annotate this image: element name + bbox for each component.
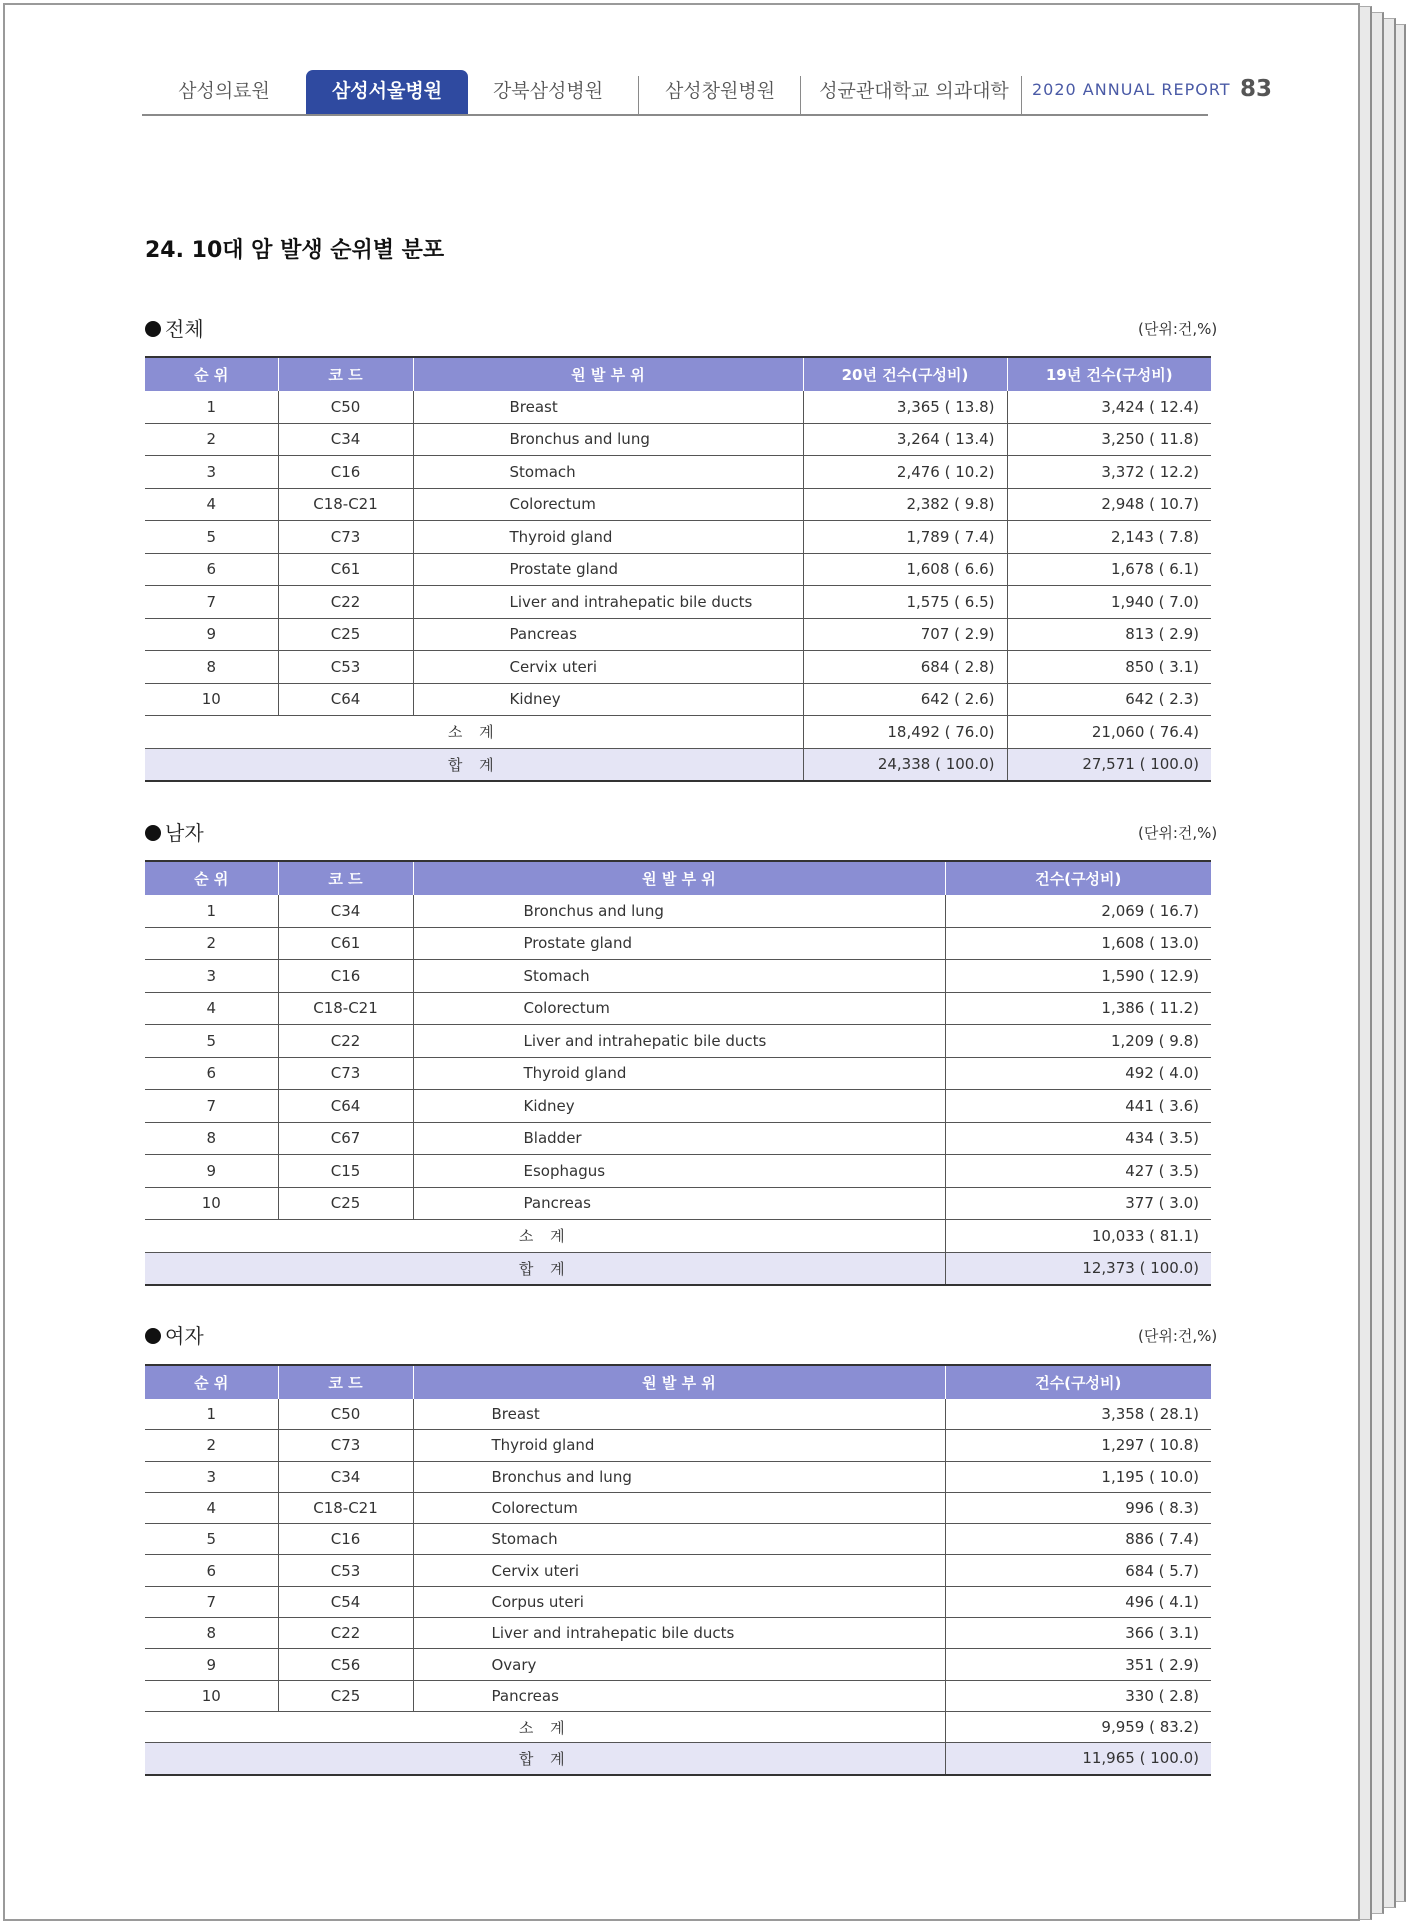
code-cell: C61: [278, 927, 413, 960]
total-row-label: 합 계: [145, 1252, 945, 1285]
column-header: 순 위: [145, 1365, 278, 1399]
table-row: [145, 1586, 1211, 1617]
table-row: [145, 1057, 1211, 1090]
site-cell: Thyroid gland: [413, 1430, 945, 1461]
site-cell: Esophagus: [413, 1155, 945, 1188]
site-cell: Stomach: [413, 456, 803, 489]
table-row: [145, 1649, 1211, 1680]
code-cell: C22: [278, 1025, 413, 1058]
code-cell: C25: [278, 1680, 413, 1711]
count-cell: 3,358 ( 28.1): [945, 1399, 1211, 1430]
table-row: [145, 1492, 1211, 1523]
site-cell: Liver and intrahepatic bile ducts: [413, 586, 803, 619]
site-cell: Thyroid gland: [413, 1057, 945, 1090]
count-cell: 813 ( 2.9): [1007, 618, 1211, 651]
count-cell: 1,386 ( 11.2): [945, 992, 1211, 1025]
column-header: 순 위: [145, 861, 278, 895]
rank-cell: 6: [145, 1555, 278, 1586]
table-row: [145, 992, 1211, 1025]
column-header: 코 드: [278, 357, 413, 391]
code-cell: C73: [278, 521, 413, 554]
code-cell: C25: [278, 618, 413, 651]
count-cell: 1,608 ( 6.6): [803, 553, 1007, 586]
code-cell: C15: [278, 1155, 413, 1188]
section-title-male: [145, 817, 204, 846]
total-row-label: 합 계: [145, 1743, 945, 1775]
site-cell: Bladder: [413, 1122, 945, 1155]
count-cell: 2,948 ( 10.7): [1007, 488, 1211, 521]
column-header: 건수(구성비): [945, 1365, 1211, 1399]
subtotal-row-label: 소 계: [145, 1220, 945, 1253]
bullet-icon: [145, 825, 161, 841]
count-cell: 351 ( 2.9): [945, 1649, 1211, 1680]
count-cell: 377 ( 3.0): [945, 1187, 1211, 1220]
subtotal-row-value: 10,033 ( 81.1): [945, 1220, 1211, 1253]
subtotal-row: [145, 716, 1211, 749]
table-row: [145, 1187, 1211, 1220]
count-cell: 2,476 ( 10.2): [803, 456, 1007, 489]
total-row-label: 합 계: [145, 748, 803, 781]
table-header-row: [145, 1365, 1211, 1399]
unit-label: (단위:건,%): [1138, 320, 1218, 338]
code-cell: C34: [278, 1461, 413, 1492]
code-cell: C50: [278, 1399, 413, 1430]
bullet-icon: [145, 321, 161, 337]
subtotal-row-value: 18,492 ( 76.0): [803, 716, 1007, 749]
site-cell: Pancreas: [413, 1187, 945, 1220]
section-title-text: 남자: [165, 821, 204, 845]
count-cell: 1,789 ( 7.4): [803, 521, 1007, 554]
count-cell: 427 ( 3.5): [945, 1155, 1211, 1188]
code-cell: C50: [278, 391, 413, 423]
table-row: [145, 1399, 1211, 1430]
count-cell: 434 ( 3.5): [945, 1122, 1211, 1155]
count-cell: 886 ( 7.4): [945, 1524, 1211, 1555]
code-cell: C56: [278, 1649, 413, 1680]
code-cell: C25: [278, 1187, 413, 1220]
table-female: [145, 1364, 1211, 1776]
count-cell: 1,575 ( 6.5): [803, 586, 1007, 619]
rank-cell: 5: [145, 1524, 278, 1555]
site-cell: Cervix uteri: [413, 651, 803, 684]
rank-cell: 4: [145, 1492, 278, 1523]
rank-cell: 1: [145, 391, 278, 423]
count-cell: 330 ( 2.8): [945, 1680, 1211, 1711]
rank-cell: 8: [145, 651, 278, 684]
rank-cell: 2: [145, 1430, 278, 1461]
table-row: [145, 521, 1211, 554]
site-cell: Liver and intrahepatic bile ducts: [413, 1618, 945, 1649]
site-cell: Breast: [413, 1399, 945, 1430]
subtotal-row: [145, 1220, 1211, 1253]
table-row: [145, 1524, 1211, 1555]
column-header: 20년 건수(구성비): [803, 357, 1007, 391]
table-row: [145, 1430, 1211, 1461]
rank-cell: 3: [145, 456, 278, 489]
table-row: [145, 683, 1211, 716]
column-header: 순 위: [145, 357, 278, 391]
column-header: 코 드: [278, 1365, 413, 1399]
rank-cell: 8: [145, 1618, 278, 1649]
table-row: [145, 1090, 1211, 1123]
subtotal-row-label: 소 계: [145, 1711, 945, 1742]
page-stack-edge: [1384, 18, 1396, 1908]
table-all: [145, 356, 1211, 782]
site-cell: Kidney: [413, 1090, 945, 1123]
subtotal-row-value: 21,060 ( 76.4): [1007, 716, 1211, 749]
column-header: 코 드: [278, 861, 413, 895]
page-stack-edge: [1360, 6, 1372, 1920]
site-cell: Bronchus and lung: [413, 423, 803, 456]
section-title-all: [145, 313, 204, 342]
annual-report-label: 2020 ANNUAL REPORT: [1032, 80, 1231, 99]
total-row-value: 27,571 ( 100.0): [1007, 748, 1211, 781]
code-cell: C53: [278, 1555, 413, 1586]
code-cell: C61: [278, 553, 413, 586]
code-cell: C22: [278, 1618, 413, 1649]
count-cell: 492 ( 4.0): [945, 1057, 1211, 1090]
count-cell: 3,424 ( 12.4): [1007, 391, 1211, 423]
total-row: [145, 1743, 1211, 1775]
rank-cell: 10: [145, 683, 278, 716]
section-title-text: 전체: [165, 317, 204, 341]
count-cell: 642 ( 2.3): [1007, 683, 1211, 716]
table-row: [145, 1122, 1211, 1155]
rank-cell: 3: [145, 1461, 278, 1492]
count-cell: 642 ( 2.6): [803, 683, 1007, 716]
subtotal-row-label: 소 계: [145, 716, 803, 749]
table-row: [145, 895, 1211, 927]
table-row: [145, 1155, 1211, 1188]
table-row: [145, 651, 1211, 684]
site-cell: Colorectum: [413, 488, 803, 521]
site-cell: Ovary: [413, 1649, 945, 1680]
rank-cell: 8: [145, 1122, 278, 1155]
total-row-value: 24,338 ( 100.0): [803, 748, 1007, 781]
site-cell: Pancreas: [413, 1680, 945, 1711]
page-stack-edge: [1372, 12, 1384, 1914]
subtotal-row: [145, 1711, 1211, 1742]
code-cell: C18-C21: [278, 1492, 413, 1523]
table-row: [145, 618, 1211, 651]
count-cell: 366 ( 3.1): [945, 1618, 1211, 1649]
count-cell: 496 ( 4.1): [945, 1586, 1211, 1617]
rank-cell: 4: [145, 488, 278, 521]
column-header: 원 발 부 위: [413, 357, 803, 391]
tab-samsung-changwon-hospital[interactable]: 삼성창원병원: [664, 80, 776, 102]
count-cell: 1,940 ( 7.0): [1007, 586, 1211, 619]
rank-cell: 10: [145, 1680, 278, 1711]
rank-cell: 7: [145, 1586, 278, 1617]
count-cell: 1,195 ( 10.0): [945, 1461, 1211, 1492]
count-cell: 1,678 ( 6.1): [1007, 553, 1211, 586]
column-header: 19년 건수(구성비): [1007, 357, 1211, 391]
bullet-icon: [145, 1328, 161, 1344]
site-cell: Bronchus and lung: [413, 1461, 945, 1492]
site-cell: Pancreas: [413, 618, 803, 651]
tab-divider: [1021, 76, 1022, 114]
rank-cell: 5: [145, 1025, 278, 1058]
table-row: [145, 1680, 1211, 1711]
rank-cell: 2: [145, 423, 278, 456]
rank-cell: 9: [145, 1155, 278, 1188]
rank-cell: 5: [145, 521, 278, 554]
site-cell: Stomach: [413, 1524, 945, 1555]
site-cell: Cervix uteri: [413, 1555, 945, 1586]
count-cell: 441 ( 3.6): [945, 1090, 1211, 1123]
code-cell: C64: [278, 1090, 413, 1123]
table-row: [145, 423, 1211, 456]
site-cell: Corpus uteri: [413, 1586, 945, 1617]
code-cell: C73: [278, 1430, 413, 1461]
rank-cell: 4: [145, 992, 278, 1025]
site-cell: Stomach: [413, 960, 945, 993]
site-cell: Thyroid gland: [413, 521, 803, 554]
table-row: [145, 391, 1211, 423]
tab-samsung-seoul-hospital[interactable]: 삼성서울병원: [306, 70, 468, 114]
count-cell: 850 ( 3.1): [1007, 651, 1211, 684]
site-cell: Prostate gland: [413, 553, 803, 586]
code-cell: C18-C21: [278, 488, 413, 521]
tab-samsung-medical-center[interactable]: 삼성의료원: [178, 80, 270, 102]
tab-kangbuk-samsung-hospital[interactable]: 강북삼성병원: [492, 80, 604, 102]
code-cell: C22: [278, 586, 413, 619]
code-cell: C64: [278, 683, 413, 716]
count-cell: 3,264 ( 13.4): [803, 423, 1007, 456]
rank-cell: 7: [145, 1090, 278, 1123]
total-row: [145, 1252, 1211, 1285]
code-cell: C18-C21: [278, 992, 413, 1025]
page-title: 24. 10대 암 발생 순위별 분포: [145, 238, 445, 263]
code-cell: C34: [278, 895, 413, 927]
count-cell: 2,143 ( 7.8): [1007, 521, 1211, 554]
rank-cell: 6: [145, 553, 278, 586]
count-cell: 1,590 ( 12.9): [945, 960, 1211, 993]
table-row: [145, 1618, 1211, 1649]
code-cell: C54: [278, 1586, 413, 1617]
table-header-row: [145, 357, 1211, 391]
code-cell: C16: [278, 1524, 413, 1555]
site-cell: Breast: [413, 391, 803, 423]
code-cell: C16: [278, 960, 413, 993]
rank-cell: 7: [145, 586, 278, 619]
table-row: [145, 553, 1211, 586]
count-cell: 1,608 ( 13.0): [945, 927, 1211, 960]
count-cell: 1,209 ( 9.8): [945, 1025, 1211, 1058]
site-cell: Bronchus and lung: [413, 895, 945, 927]
total-row-value: 12,373 ( 100.0): [945, 1252, 1211, 1285]
table-header-row: [145, 861, 1211, 895]
total-row: [145, 748, 1211, 781]
count-cell: 1,297 ( 10.8): [945, 1430, 1211, 1461]
column-header: 건수(구성비): [945, 861, 1211, 895]
column-header: 원 발 부 위: [413, 1365, 945, 1399]
table-row: [145, 488, 1211, 521]
table-male: [145, 860, 1211, 1286]
table-row: [145, 1025, 1211, 1058]
subtotal-row-value: 9,959 ( 83.2): [945, 1711, 1211, 1742]
count-cell: 3,365 ( 13.8): [803, 391, 1007, 423]
rank-cell: 9: [145, 618, 278, 651]
code-cell: C16: [278, 456, 413, 489]
code-cell: C67: [278, 1122, 413, 1155]
code-cell: C73: [278, 1057, 413, 1090]
count-cell: 2,382 ( 9.8): [803, 488, 1007, 521]
code-cell: C53: [278, 651, 413, 684]
rank-cell: 2: [145, 927, 278, 960]
count-cell: 996 ( 8.3): [945, 1492, 1211, 1523]
site-cell: Kidney: [413, 683, 803, 716]
section-title-female: [145, 1320, 204, 1349]
count-cell: 3,372 ( 12.2): [1007, 456, 1211, 489]
total-row-value: 11,965 ( 100.0): [945, 1743, 1211, 1775]
count-cell: 684 ( 5.7): [945, 1555, 1211, 1586]
table-row: [145, 586, 1211, 619]
section-title-text: 여자: [165, 1324, 204, 1348]
site-cell: Colorectum: [413, 1492, 945, 1523]
site-cell: Colorectum: [413, 992, 945, 1025]
page-number: 83: [1240, 76, 1273, 102]
table-row: [145, 1461, 1211, 1492]
unit-label: (단위:건,%): [1138, 824, 1218, 842]
rank-cell: 9: [145, 1649, 278, 1680]
unit-label: (단위:건,%): [1138, 1327, 1218, 1345]
table-row: [145, 960, 1211, 993]
tab-skku-medicine[interactable]: 성균관대학교 의과대학: [819, 80, 1009, 102]
rank-cell: 1: [145, 895, 278, 927]
count-cell: 3,250 ( 11.8): [1007, 423, 1211, 456]
table-row: [145, 1555, 1211, 1586]
table-row: [145, 456, 1211, 489]
column-header: 원 발 부 위: [413, 861, 945, 895]
rank-cell: 1: [145, 1399, 278, 1430]
rank-cell: 3: [145, 960, 278, 993]
count-cell: 684 ( 2.8): [803, 651, 1007, 684]
count-cell: 707 ( 2.9): [803, 618, 1007, 651]
site-cell: Liver and intrahepatic bile ducts: [413, 1025, 945, 1058]
site-cell: Prostate gland: [413, 927, 945, 960]
code-cell: C34: [278, 423, 413, 456]
rank-cell: 6: [145, 1057, 278, 1090]
page-stack-edge: [1396, 24, 1406, 1902]
table-row: [145, 927, 1211, 960]
rank-cell: 10: [145, 1187, 278, 1220]
count-cell: 2,069 ( 16.7): [945, 895, 1211, 927]
